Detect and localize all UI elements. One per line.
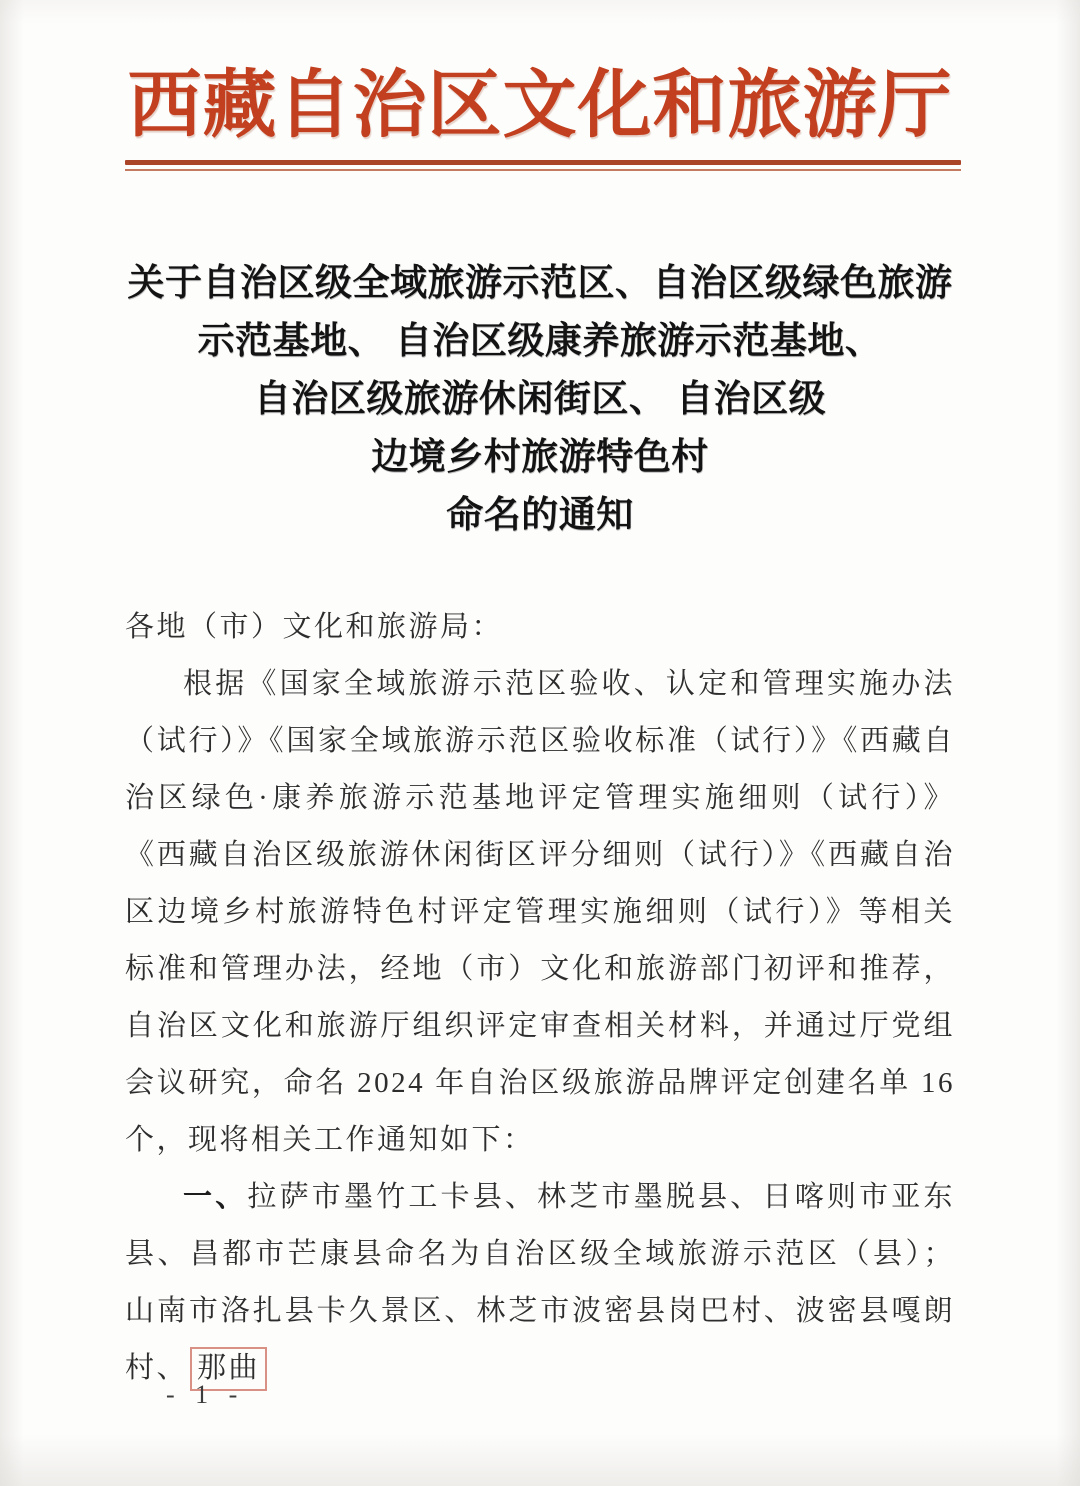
letterhead-divider xyxy=(125,160,961,171)
title-line: 边境乡村旅游特色村 xyxy=(371,436,709,478)
list-item-marker: 一、 xyxy=(183,1180,248,1213)
notice-title xyxy=(125,255,955,545)
body-paragraph xyxy=(125,656,955,1169)
highlighted-text-box: 那曲 xyxy=(190,1347,267,1391)
page-number: - 1 - xyxy=(166,1380,245,1409)
body-text: 根据《国家全域旅游示范区验收、认定和管理实施办法（试行）》《国家全域旅游示范区验收标准（试行）》《西藏自治区绿色·康养旅游示范基地评定管理实施细则（试行）》《西藏自治区级旅游休闲街区评分细则（试行）》《西藏自治区边境乡村旅游特色村评定管理实施细则（试行）》等相关标准和管理办法，经地（市）文化和旅游部门初评和推荐，自治区文化和旅游厅组织评定审查相关材料，并通过厅党组会议研究，命名 2024 年自治区级旅游品牌评定创建名单 16 个，现将相关工作通知如下： xyxy=(125,667,955,1156)
title-line: 自治区级旅游休闲街区、 自治区级 xyxy=(253,378,827,420)
divider-thick-line xyxy=(125,160,961,165)
divider-thin-line xyxy=(125,169,961,171)
title-line: 命名的通知 xyxy=(446,494,634,536)
body-text: 各地（市）文化和旅游局： xyxy=(125,610,504,643)
body-paragraph xyxy=(125,599,955,656)
body-paragraph xyxy=(125,1169,955,1397)
notice-body xyxy=(125,599,955,1397)
title-line: 关于自治区级全域旅游示范区、自治区级绿色旅游 xyxy=(127,262,953,304)
body-text: 拉萨市墨竹工卡县、林芝市墨脱县、日喀则市亚东县、昌都市芒康县命名为自治区级全域旅游示范区（县）；山南市洛扎县卡久景区、林芝市波密县岗巴村、波密县嘎朗村、 xyxy=(125,1180,955,1384)
title-line: 示范基地、 自治区级康养旅游示范基地、 xyxy=(197,320,883,362)
issuing-agency-title: 西藏自治区文化和旅游厅 xyxy=(127,65,953,147)
letterhead xyxy=(125,58,955,171)
